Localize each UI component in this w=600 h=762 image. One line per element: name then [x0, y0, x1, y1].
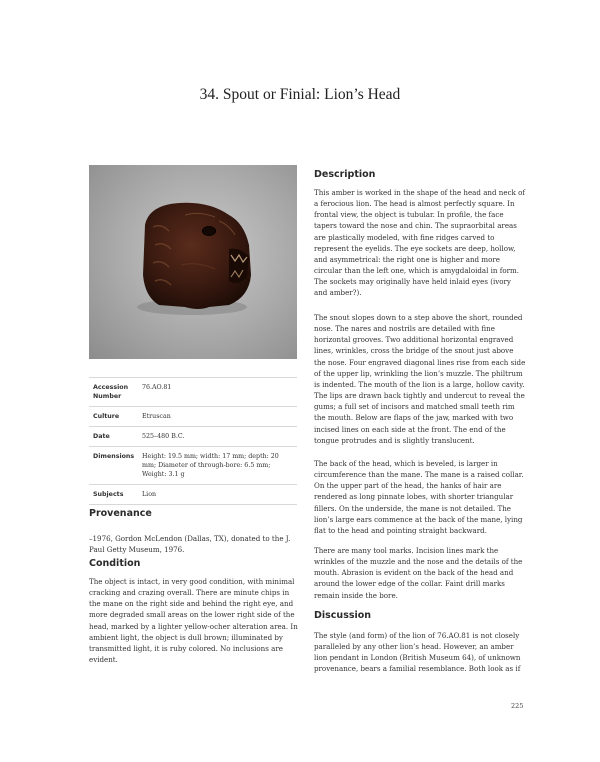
- provenance-text: –1976, Gordon McLendon (Dallas, TX), donated to the J. Paul Getty Museum, 1976.: [89, 534, 291, 555]
- metadata-row: [89, 485, 297, 505]
- metadata-table: [89, 377, 297, 505]
- provenance-heading: Provenance: [89, 508, 152, 519]
- condition-heading: Condition: [89, 558, 141, 569]
- metadata-row: [89, 447, 297, 485]
- metadata-key: Date: [89, 427, 142, 447]
- metadata-row: [89, 427, 297, 447]
- metadata-key: Culture: [89, 407, 142, 427]
- metadata-key: Subjects: [89, 485, 142, 505]
- page-title: 34. Spout or Finial: Lion’s Head: [199, 86, 401, 103]
- description-paragraph-3: The back of the head, which is beveled, is larger in circumference than the mane. The mane is a raised collar. On the upper part of the head, the hanks of hair are rendered as long pinnate lobes, with shorter triangular fillers. On the underside, the mane is not detailed. The lion’s large ears commence at the back of the mane, lying flat to the head and pointing straight backward.: [314, 459, 524, 535]
- metadata-row: [89, 407, 297, 427]
- page-number: 225: [511, 702, 524, 710]
- object-photo: [89, 165, 297, 359]
- metadata-key: Dimensions: [89, 447, 142, 485]
- description-paragraph-1: This amber is worked in the shape of the head and neck of a ferocious lion. The head is almost perfectly square. In frontal view, the object is tubular. In profile, the face tapers toward the nose and chin. The supraorbital areas are plastically modeled, with fine ridges carved to represent the eyelids. The eye sockets are deep, hollow, and asymmetrical: the right one is higher and more circular than the left one, which is amygdaloidal in form. The sockets may originally have held inlaid eyes (ivory and amber?).: [314, 188, 525, 298]
- metadata-value: 525–480 B.C.: [142, 427, 297, 447]
- metadata-value: Lion: [142, 485, 297, 505]
- condition-text: The object is intact, in very good condition, with minimal cracking and crazing overall. There are minute chips in the mane on the right side and behind the right eye, and more degraded small areas on the lower right side of the head, marked by a lighter yellow-ocher alteration area. In ambient light, the object is dull brown; illuminated by transmitted light, it is ruby colored. No inclusions are evident.: [89, 577, 298, 665]
- discussion-text: The style (and form) of the lion of 76.AO.81 is not closely paralleled by any other lion’s head. However, an amber lion pendant in London (British Museum 64), of unknown provenance, bears a familial resemblance. Both look as if: [314, 631, 521, 674]
- discussion-heading: Discussion: [314, 610, 372, 621]
- description-paragraph-2: The snout slopes down to a step above the short, rounded nose. The nares and nostrils are detailed with fine horizontal grooves. Two additional horizontal engraved lines, wrinkles, cross the bridge of the snout just above the nose. Four engraved diagonal lines rise from each side of the upper lip, wrinkling the lion’s muzzle. The philtrum is indented. The mouth of the lion is a large, hollow cavity. The lips are drawn back tightly and undercut to reveal the gums; a full set of incisors and matched small teeth rim the mouth. Below are flaps of the jaw, marked with two incised lines on each side at the front. The end of the tongue protrudes and is slightly translucent.: [314, 313, 526, 445]
- metadata-value: Height: 19.5 mm; width: 17 mm; depth: 20 mm; Diameter of through-bore: 6.5 mm; Weight: 3.1 g: [142, 447, 297, 485]
- metadata-row: [89, 378, 297, 407]
- description-heading: Description: [314, 169, 376, 180]
- description-paragraph-4: There are many tool marks. Incision lines mark the wrinkles of the muzzle and the nose and the details of the mouth. Abrasion is evident on the back of the head and around the lower edge of the collar. Faint drill marks remain inside the bore.: [314, 546, 523, 600]
- metadata-key: Accession Number: [89, 378, 142, 407]
- lion-head-image: [89, 165, 297, 359]
- metadata-value: Etruscan: [142, 407, 297, 427]
- metadata-value: 76.AO.81: [142, 378, 297, 407]
